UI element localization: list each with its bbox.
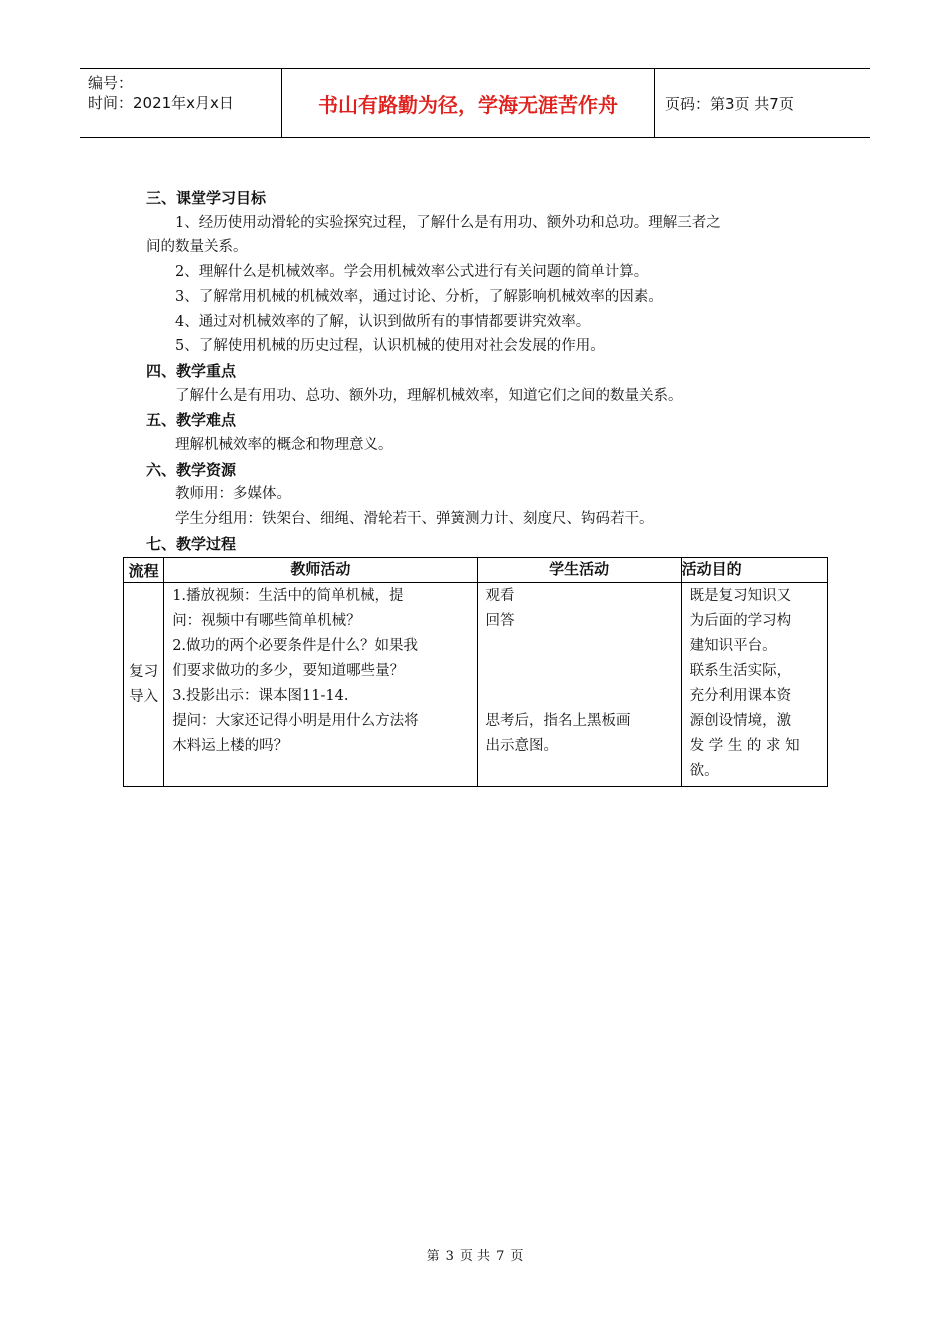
header-motto: 书山有路勤为径，学海无涯苦作舟	[282, 69, 655, 137]
footer-mid: 页 共	[459, 1249, 491, 1264]
header-purpose: 活动目的	[681, 558, 827, 583]
purpose-line: 源创设情境，激	[689, 713, 792, 729]
page-header	[80, 68, 870, 138]
section-title-difficulties: 五、教学难点	[146, 411, 237, 430]
purpose-line: 建知识平台。	[689, 638, 777, 654]
header-meta	[80, 69, 282, 137]
teaching-process-table	[123, 557, 828, 787]
header-student-activity: 学生活动	[477, 558, 681, 583]
teacher-line: 1.播放视频：生活中的简单机械，提	[172, 588, 404, 604]
purpose-line: 发 学 生 的 求 知	[689, 738, 800, 754]
resources-students: 学生分组用：铁架台、细绳、滑轮若干、弹簧测力计、刻度尺、钩码若干。	[175, 511, 654, 528]
objective-item: 2、理解什么是机械效率。学会用机械效率公式进行有关问题的简单计算。	[175, 264, 649, 281]
table-header-row	[124, 558, 828, 583]
section-title-process: 七、教学过程	[146, 534, 237, 553]
teacher-line: 木料运上楼的吗？	[172, 738, 289, 754]
footer-prefix: 第	[426, 1249, 440, 1264]
number-label: 编号：	[88, 74, 134, 92]
teacher-line: 提问：大家还记得小明是用什么方法将	[172, 713, 419, 729]
purpose-line: 联系生活实际，	[689, 663, 792, 679]
header-page-code: 页码：第3页 共7页	[665, 94, 794, 113]
section-title-resources: 六、教学资源	[146, 460, 237, 479]
student-activity-cell	[477, 583, 681, 787]
footer-total-pages: 7	[496, 1249, 505, 1264]
objective-item: 4、通过对机械效率的了解，认识到做所有的事情都要讲究效率。	[175, 313, 591, 330]
objective-item: 5、了解使用机械的历史过程，认识机械的使用对社会发展的作用。	[175, 338, 605, 355]
time-label: 时间：2021年x月x日	[88, 94, 234, 112]
difficulties-text: 理解机械效率的概念和物理意义。	[175, 437, 393, 454]
lesson-content	[146, 186, 836, 557]
purpose-cell	[681, 583, 827, 787]
stage-line: 导入	[129, 688, 159, 705]
purpose-line: 既是复习知识又	[689, 588, 792, 604]
footer-page-number: 3	[445, 1249, 454, 1264]
header-stage: 流程	[124, 558, 164, 583]
student-line: 思考后，指名上黑板画	[485, 713, 631, 729]
teacher-line: 们要求做功的多少，要知道哪些量？	[172, 663, 405, 679]
teacher-line: 问：视频中有哪些简单机械？	[172, 613, 361, 629]
student-line: 出示意图。	[485, 738, 559, 754]
footer-suffix: 页	[510, 1249, 524, 1264]
header-teacher-activity: 教师活动	[164, 558, 477, 583]
purpose-line: 为后面的学习构	[689, 613, 792, 629]
stage-cell	[124, 583, 164, 787]
table-row	[124, 583, 828, 787]
stage-line: 复习	[129, 663, 159, 680]
teacher-activity-cell	[164, 583, 477, 787]
teacher-line: 2.做功的两个必要条件是什么？如果我	[172, 638, 419, 654]
student-line: 观看	[485, 588, 515, 604]
page-footer	[0, 1245, 950, 1264]
purpose-line: 充分利用课本资	[689, 688, 792, 704]
resources-teacher: 教师用：多媒体。	[175, 486, 291, 503]
section-title-objectives: 三、课堂学习目标	[146, 189, 267, 207]
objective-item: 3、了解常用机械的机械效率，通过讨论、分析，了解影响机械效率的因素。	[175, 288, 663, 305]
teacher-line: 3.投影出示：课本图11-14.	[172, 688, 349, 704]
purpose-line: 欲。	[689, 763, 719, 779]
objective-item-continued: 间的数量关系。	[146, 239, 248, 256]
section-title-key-points: 四、教学重点	[146, 361, 237, 380]
student-line: 回答	[485, 613, 515, 629]
objective-item: 1、经历使用动滑轮的实验探究过程，了解什么是有用功、额外功和总功。理解三者之	[175, 214, 721, 231]
key-points-text: 了解什么是有用功、总功、额外功，理解机械效率，知道它们之间的数量关系。	[175, 387, 683, 404]
